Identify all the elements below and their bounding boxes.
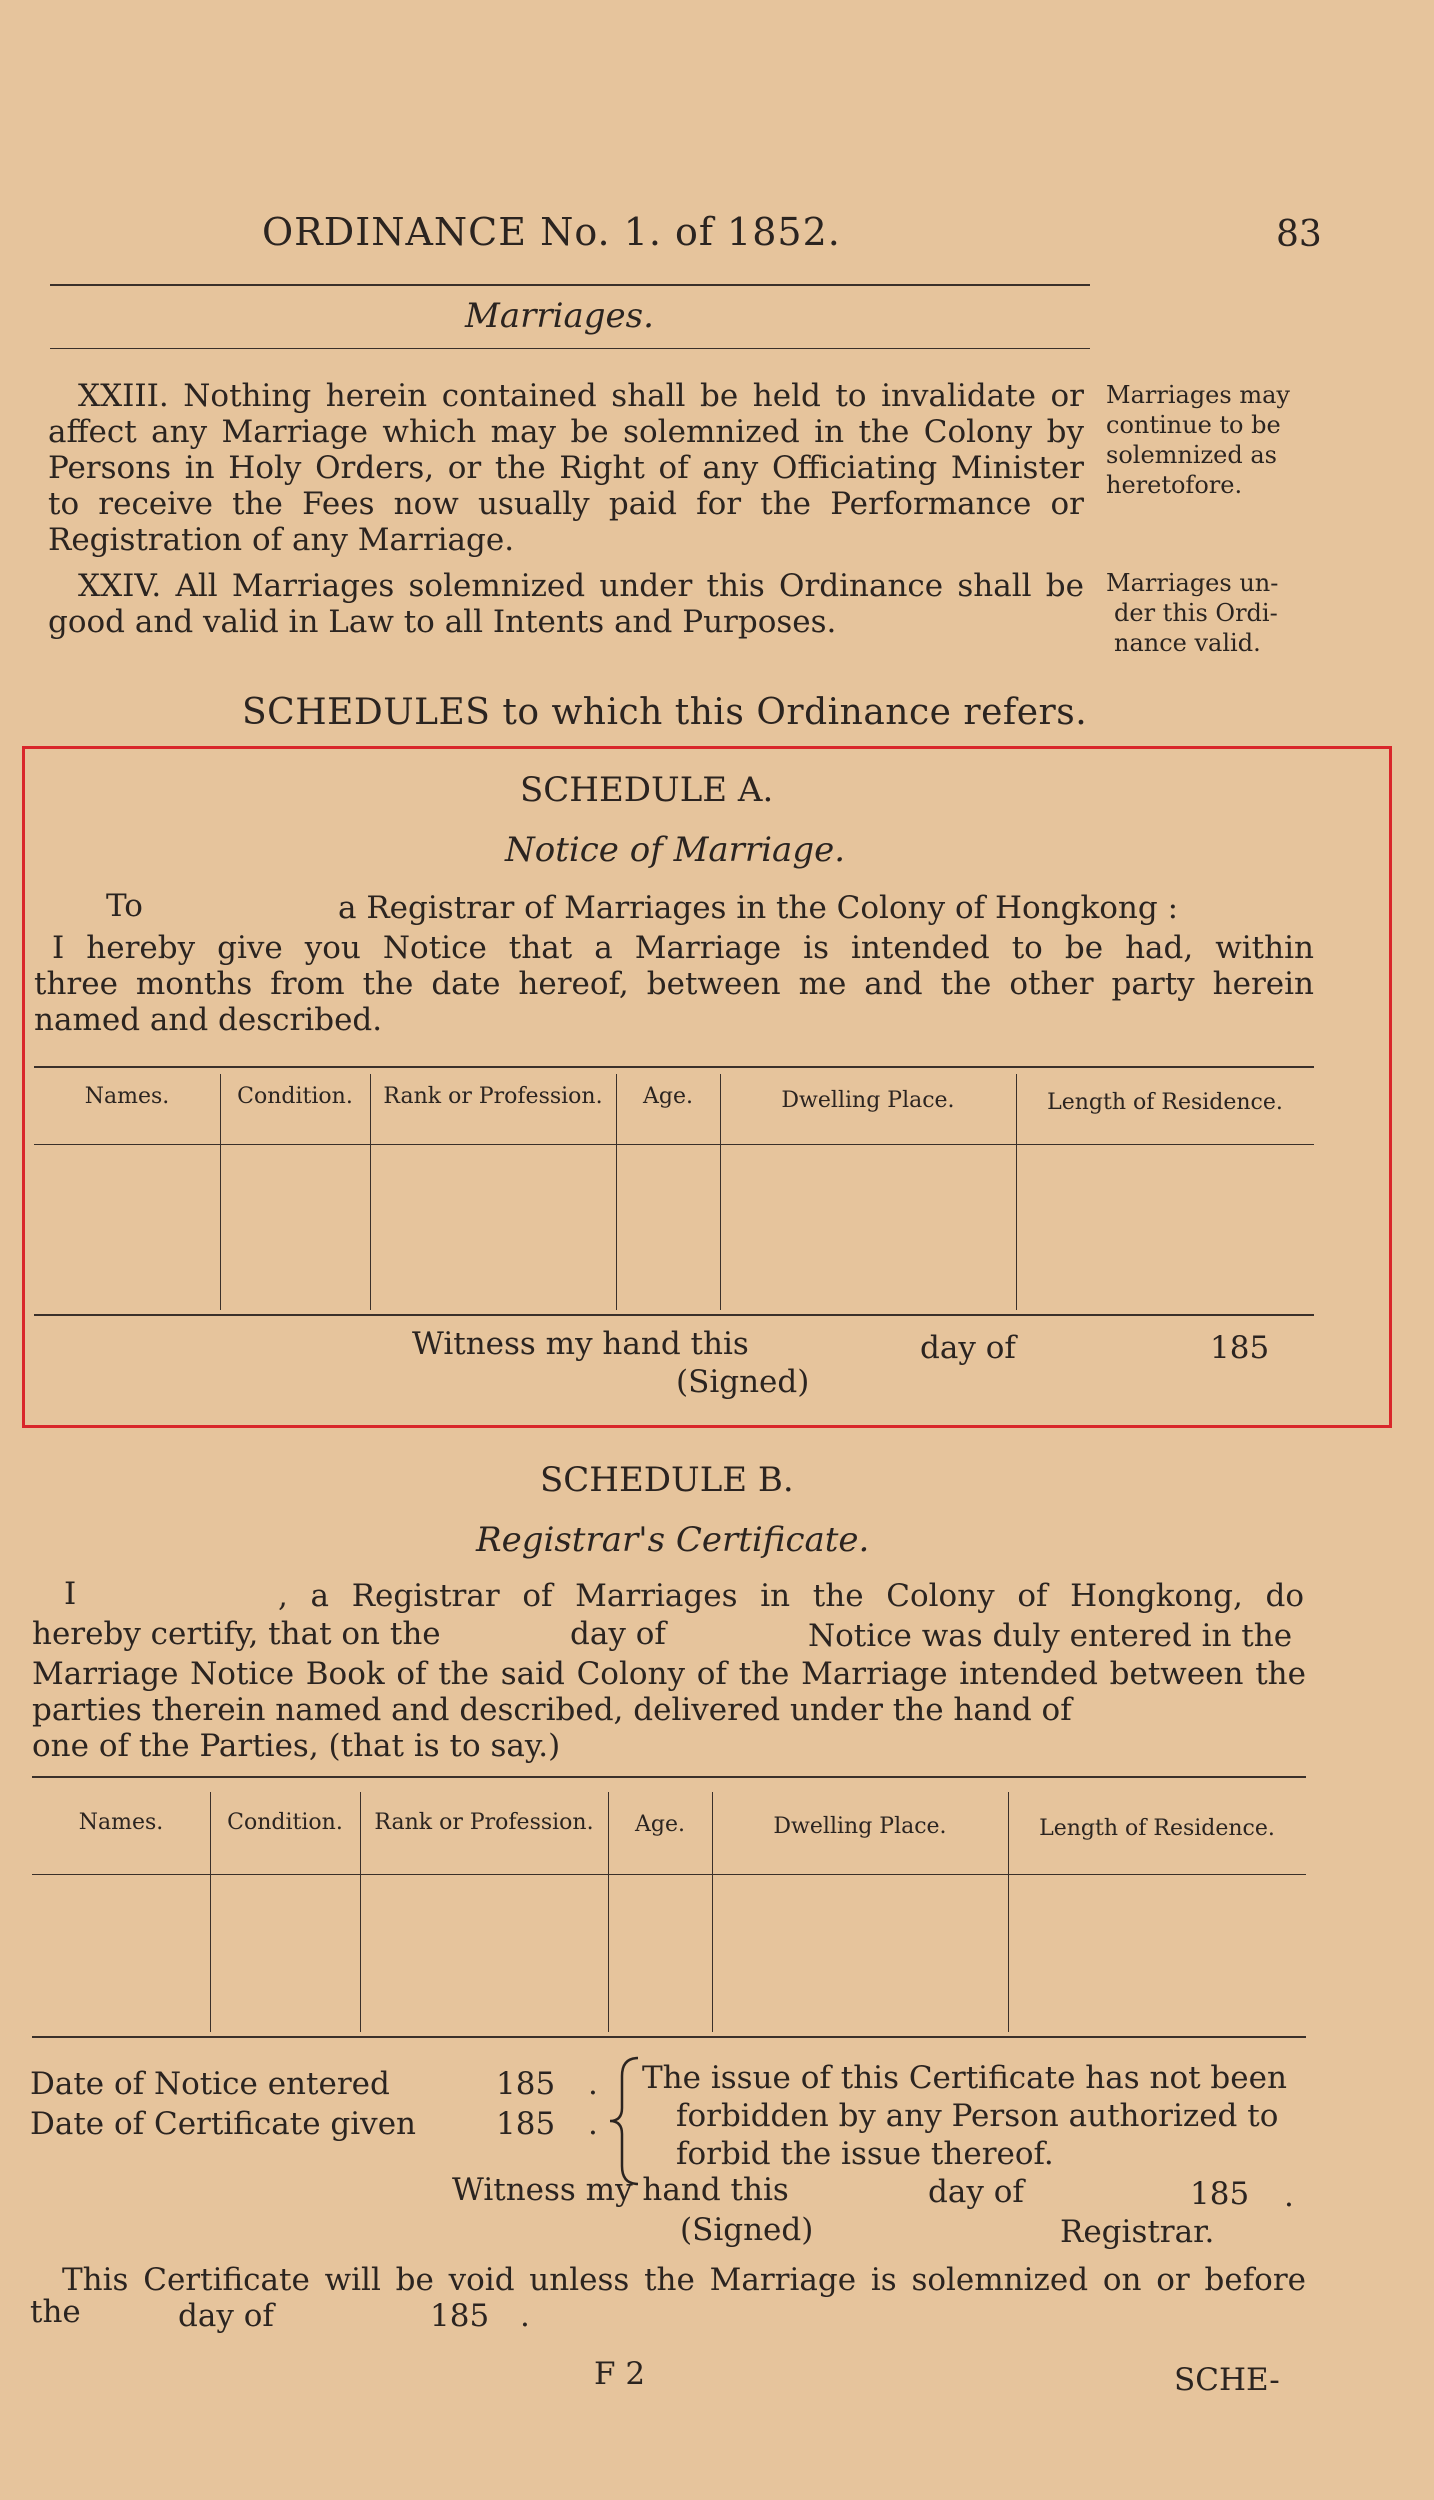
table-header-rule bbox=[32, 1874, 1306, 1875]
article-line: XXIV. All Marriages solemnized under this Ordinance shall be bbox=[78, 568, 1084, 604]
schedule-b-day-of: day of bbox=[928, 2174, 1024, 2210]
margin-note-line: nance valid. bbox=[1114, 629, 1261, 657]
schedule-b-line2-b: day of bbox=[570, 1616, 666, 1652]
column-header: Names. bbox=[84, 1084, 170, 1109]
schedule-a-signed: (Signed) bbox=[676, 1364, 810, 1400]
certificate-given-dot: . bbox=[588, 2106, 598, 2142]
schedule-b-line: Marriage Notice Book of the said Colony of the Marriage intended between the bbox=[32, 1656, 1306, 1692]
table-divider bbox=[370, 1074, 371, 1310]
brace-text-line: forbid the issue thereof. bbox=[676, 2136, 1054, 2172]
brace-text-line: forbidden by any Person authorized to bbox=[676, 2098, 1279, 2134]
table-divider bbox=[220, 1074, 221, 1310]
schedule-b-line2-a: hereby certify, that on the bbox=[32, 1616, 441, 1652]
schedule-a-subtitle: Notice of Marriage. bbox=[505, 830, 846, 870]
curly-brace bbox=[606, 2054, 646, 2188]
column-header: Rank or Profession. bbox=[374, 1810, 594, 1835]
schedule-a-line: named and described. bbox=[34, 1002, 383, 1038]
schedules-heading: SCHEDULES to which this Ordinance refers. bbox=[242, 692, 1088, 733]
page-header-title: ORDINANCE No. 1. of 1852. bbox=[262, 210, 841, 254]
article-24-margin-note bbox=[1106, 568, 1346, 658]
schedule-b-line: one of the Parties, (that is to say.) bbox=[32, 1728, 561, 1764]
article-23-margin-note bbox=[1106, 380, 1346, 500]
table-bottom-rule bbox=[34, 1314, 1314, 1316]
table-header-rule bbox=[34, 1144, 1314, 1145]
column-header: Age. bbox=[643, 1084, 693, 1109]
brace-text-line: The issue of this Certificate has not been bbox=[642, 2060, 1287, 2096]
article-line: good and valid in Law to all Intents and Purposes. bbox=[48, 604, 837, 640]
schedule-a-to-registrar: a Registrar of Marriages in the Colony of Hongkong : bbox=[338, 890, 1179, 926]
schedule-a-body bbox=[34, 930, 1314, 1038]
void-notice-line: This Certificate will be void unless the Marriage is solemnized on or before bbox=[62, 2262, 1306, 2298]
certificate-given-year: 185 bbox=[496, 2106, 556, 2142]
section-title: Marriages. bbox=[465, 296, 654, 336]
column-header: Dwelling Place. bbox=[781, 1088, 955, 1113]
table-divider bbox=[210, 1792, 211, 2032]
notice-entered-label: Date of Notice entered bbox=[30, 2066, 390, 2102]
schedule-a-line: three months from the date hereof, between me and the other party herein bbox=[34, 966, 1314, 1002]
table-divider bbox=[712, 1792, 713, 2032]
schedule-a-table bbox=[34, 1058, 1314, 1318]
table-divider bbox=[608, 1792, 609, 2032]
schedule-b-subtitle: Registrar's Certificate. bbox=[476, 1520, 870, 1560]
article-line: XXIII. Nothing herein contained shall be held to invalidate or bbox=[78, 378, 1084, 414]
article-line: Persons in Holy Orders, or the Right of any Officiating Minister bbox=[48, 450, 1084, 486]
table-divider bbox=[360, 1792, 361, 2032]
page-number: 83 bbox=[1276, 214, 1322, 255]
void-notice-day-of: day of bbox=[178, 2298, 274, 2334]
article-line: affect any Marriage which may be solemnized in the Colony by bbox=[48, 414, 1084, 450]
header-rule bbox=[50, 284, 1090, 286]
void-notice-year: 185 bbox=[430, 2298, 490, 2334]
certificate-given-label: Date of Certificate given bbox=[30, 2106, 417, 2142]
table-top-rule bbox=[32, 1776, 1306, 1778]
article-23-text bbox=[48, 378, 1084, 558]
table-top-rule bbox=[34, 1066, 1314, 1068]
article-line: to receive the Fees now usually paid for the Performance or bbox=[48, 486, 1084, 522]
table-bottom-rule bbox=[32, 2036, 1306, 2038]
schedule-b-line1: , a Registrar of Marriages in the Colony of Hongkong, do bbox=[278, 1578, 1304, 1614]
table-divider bbox=[720, 1074, 721, 1310]
schedule-b-line: parties therein named and described, delivered under the hand of bbox=[32, 1692, 1072, 1728]
schedule-b-line1-i: I bbox=[64, 1576, 77, 1612]
schedule-a-title: SCHEDULE A. bbox=[520, 770, 774, 810]
schedule-a-to: To bbox=[106, 888, 143, 924]
void-notice-dot: . bbox=[520, 2298, 530, 2334]
schedule-b-table bbox=[32, 1768, 1306, 2040]
column-header: Rank or Profession. bbox=[383, 1084, 603, 1109]
schedule-b-year: 185 bbox=[1190, 2176, 1250, 2212]
schedule-b-witness: Witness my hand this bbox=[452, 2172, 789, 2208]
schedule-b-body bbox=[32, 1656, 1306, 1764]
schedule-a-line: I hereby give you Notice that a Marriage is intended to be had, within bbox=[52, 930, 1314, 966]
column-header: Length of Residence. bbox=[1039, 1816, 1275, 1841]
table-divider bbox=[1008, 1792, 1009, 2032]
catchword: SCHE- bbox=[1174, 2362, 1280, 2398]
schedule-a-year: 185 bbox=[1210, 1330, 1270, 1366]
table-divider bbox=[616, 1074, 617, 1310]
margin-note-line: Marriages un- bbox=[1106, 569, 1279, 597]
schedule-b-registrar: Registrar. bbox=[1060, 2214, 1215, 2250]
schedule-b-signed: (Signed) bbox=[680, 2212, 814, 2248]
schedule-b-line2-c: Notice was duly entered in the bbox=[808, 1618, 1293, 1654]
margin-note-line: heretofore. bbox=[1106, 471, 1243, 499]
schedule-b-title: SCHEDULE B. bbox=[540, 1460, 794, 1500]
schedule-b-year-dot: . bbox=[1284, 2178, 1294, 2214]
void-notice-the: the bbox=[30, 2294, 81, 2330]
margin-note-line: continue to be bbox=[1106, 411, 1281, 439]
margin-note-line: solemnized as bbox=[1106, 441, 1277, 469]
column-header: Condition. bbox=[227, 1810, 343, 1835]
schedule-a-day-of: day of bbox=[920, 1330, 1016, 1366]
column-header: Condition. bbox=[237, 1084, 353, 1109]
column-header: Length of Residence. bbox=[1047, 1090, 1283, 1115]
column-header: Age. bbox=[635, 1812, 685, 1837]
column-header: Dwelling Place. bbox=[773, 1814, 947, 1839]
notice-entered-year: 185 bbox=[496, 2066, 556, 2102]
signature-mark: F 2 bbox=[594, 2356, 646, 2392]
column-header: Names. bbox=[78, 1810, 164, 1835]
schedule-a-witness: Witness my hand this bbox=[412, 1326, 749, 1362]
notice-entered-dot: . bbox=[588, 2066, 598, 2102]
table-divider bbox=[1016, 1074, 1017, 1310]
margin-note-line: der this Ordi- bbox=[1114, 599, 1278, 627]
article-24-text bbox=[48, 568, 1084, 640]
article-line: Registration of any Marriage. bbox=[48, 522, 515, 558]
section-rule bbox=[50, 348, 1090, 349]
margin-note-line: Marriages may bbox=[1106, 381, 1290, 409]
